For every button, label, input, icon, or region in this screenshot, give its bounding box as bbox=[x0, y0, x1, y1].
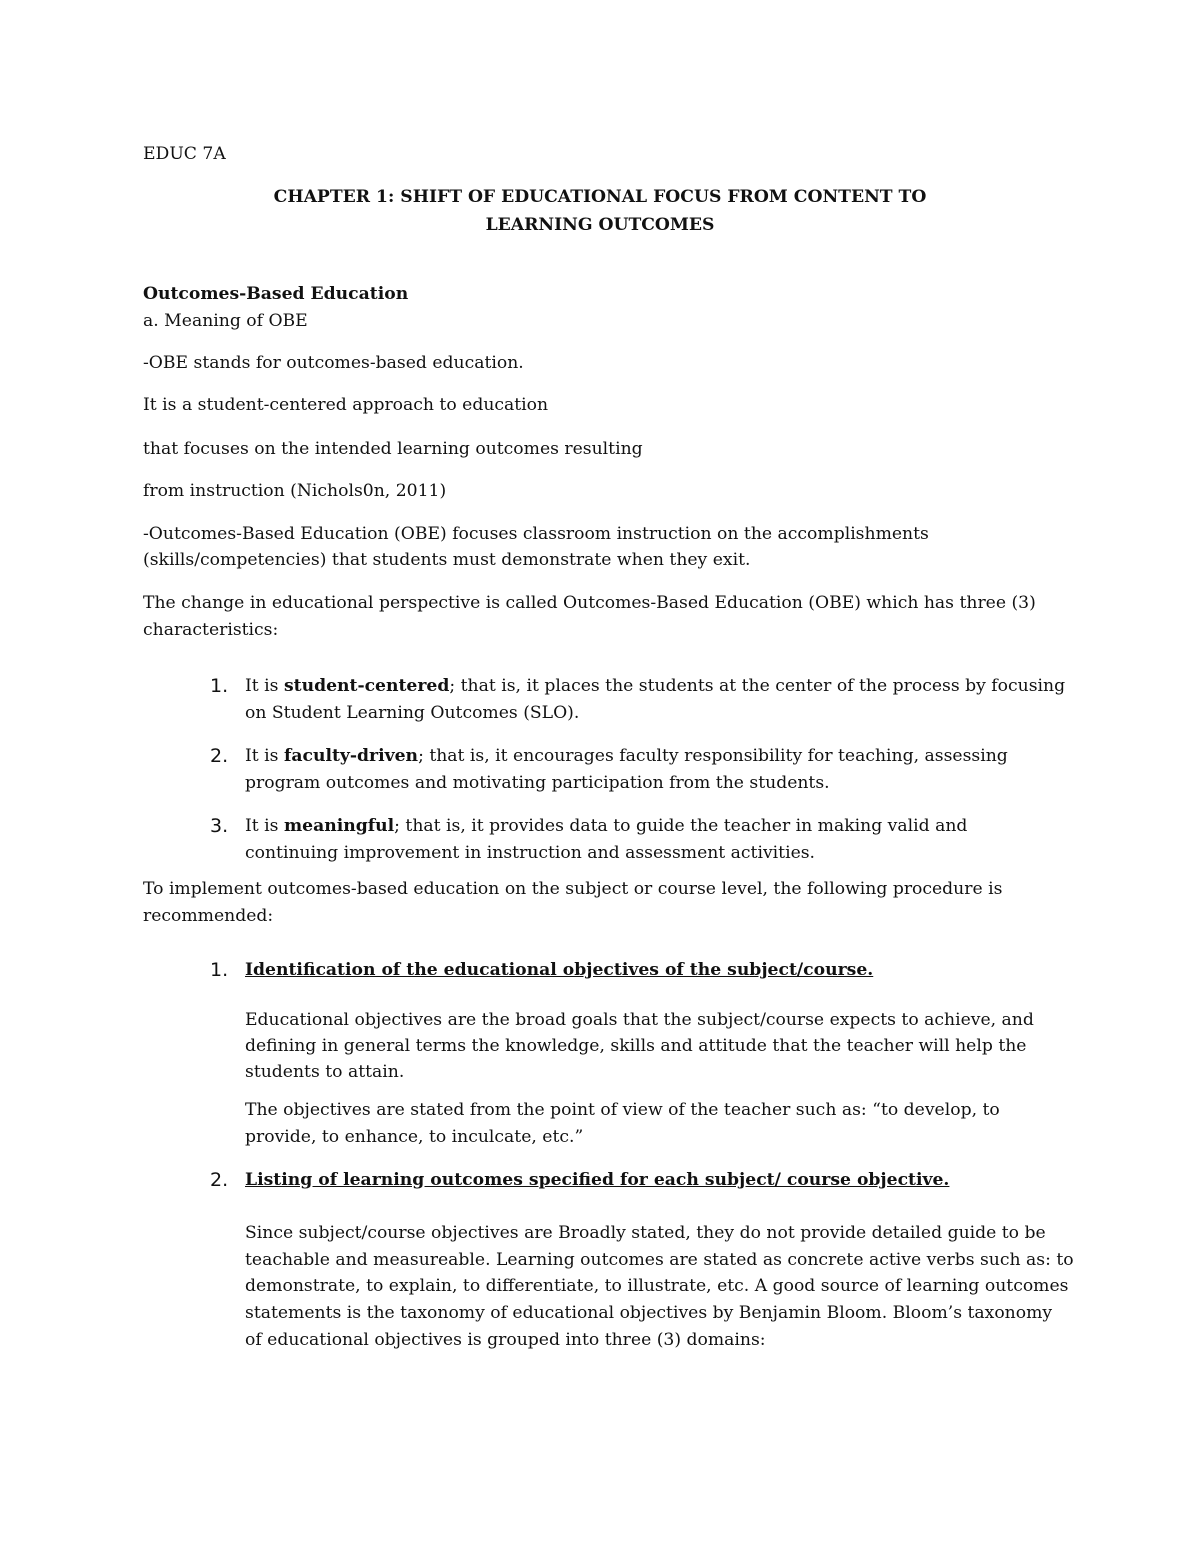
procedure-paragraph-line: Since subject/course objectives are Broadly stated, they do not provide detailed guide to be bbox=[245, 1223, 1046, 1243]
procedure-intro-line-2: recommended: bbox=[143, 906, 274, 926]
procedure-paragraph-line: statements is the taxonomy of educational objectives by Benjamin Bloom. Bloom’s taxonomy bbox=[245, 1303, 1053, 1323]
list-item-line-2: continuing improvement in instruction and assessment activities. bbox=[245, 843, 816, 863]
paragraph-obe-focus-line-2: (skills/competencies) that students must demonstrate when they exit. bbox=[143, 550, 751, 570]
chapter-title-line-2: LEARNING OUTCOMES bbox=[485, 215, 715, 235]
list-item-line-2: program outcomes and motivating participation from the students. bbox=[245, 773, 830, 793]
list-item-keyword: meaningful bbox=[283, 816, 395, 836]
procedure-intro-line-1: To implement outcomes-based education on the subject or course level, the following procedure is bbox=[143, 879, 1003, 899]
list-item-line-2: on Student Learning Outcomes (SLO). bbox=[245, 703, 580, 723]
list-number: 3. bbox=[210, 815, 229, 837]
procedure-paragraph-line: provide, to enhance, to inculcate, etc.” bbox=[245, 1127, 584, 1147]
list-item-rest: ; that is, it provides data to guide the teacher in making valid and bbox=[394, 816, 968, 836]
paragraph-obe-focus-line-1: -Outcomes-Based Education (OBE) focuses classroom instruction on the accomplishments bbox=[143, 524, 929, 544]
procedure-paragraph-line: demonstrate, to explain, to differentiate, to illustrate, etc. A good source of learning outcomes bbox=[245, 1276, 1069, 1296]
procedure-heading: Identification of the educational objectives of the subject/course. bbox=[245, 960, 874, 980]
paragraph-obe-definition: -OBE stands for outcomes-based education. bbox=[143, 353, 524, 373]
list-item-prefix: It is bbox=[245, 816, 284, 836]
paragraph-change-line-2: characteristics: bbox=[143, 620, 279, 640]
procedure-paragraph-line: students to attain. bbox=[245, 1062, 405, 1082]
list-item-rest: ; that is, it encourages faculty responsibility for teaching, assessing bbox=[418, 746, 1008, 766]
list-item-line-1 bbox=[245, 743, 1008, 770]
procedure-paragraph-line: The objectives are stated from the point of view of the teacher such as: “to develop, to bbox=[245, 1100, 1000, 1120]
list-item-prefix: It is bbox=[245, 746, 284, 766]
paragraph-change-line-1: The change in educational perspective is called Outcomes-Based Education (OBE) which has three (3) bbox=[143, 593, 1036, 613]
list-item-rest: ; that is, it places the students at the center of the process by focusing bbox=[449, 676, 1066, 696]
procedure-heading: Listing of learning outcomes specified for each subject/ course objective. bbox=[245, 1170, 950, 1190]
list-item-keyword: student-centered bbox=[283, 676, 450, 696]
list-number: 1. bbox=[210, 675, 229, 697]
chapter-title-line-1: CHAPTER 1: SHIFT OF EDUCATIONAL FOCUS FROM CONTENT TO bbox=[273, 187, 927, 207]
list-item-prefix: It is bbox=[245, 676, 284, 696]
section-heading: Outcomes-Based Education bbox=[143, 284, 409, 304]
list-item-keyword: faculty-driven bbox=[283, 746, 419, 766]
list-item-line-1 bbox=[245, 673, 1065, 700]
procedure-paragraph-line: teachable and measureable. Learning outcomes are stated as concrete active verbs such as: to bbox=[245, 1250, 1074, 1270]
list-item-line-1 bbox=[245, 813, 967, 840]
course-code: EDUC 7A bbox=[143, 144, 226, 164]
procedure-paragraph-line: defining in general terms the knowledge, skills and attitude that the teacher will help the bbox=[245, 1036, 1027, 1056]
section-subheading: a. Meaning of OBE bbox=[143, 311, 308, 331]
procedure-paragraph-line: of educational objectives is grouped into three (3) domains: bbox=[245, 1330, 766, 1350]
paragraph-citation: from instruction (Nichols0n, 2011) bbox=[143, 481, 447, 501]
paragraph-student-centered: It is a student-centered approach to education bbox=[143, 395, 549, 415]
procedure-paragraph-line: Educational objectives are the broad goals that the subject/course expects to achieve, and bbox=[245, 1010, 1034, 1030]
list-number: 2. bbox=[210, 745, 229, 767]
paragraph-intended-outcomes: that focuses on the intended learning outcomes resulting bbox=[143, 439, 643, 459]
list-number: 2. bbox=[210, 1169, 229, 1191]
list-number: 1. bbox=[210, 959, 229, 981]
